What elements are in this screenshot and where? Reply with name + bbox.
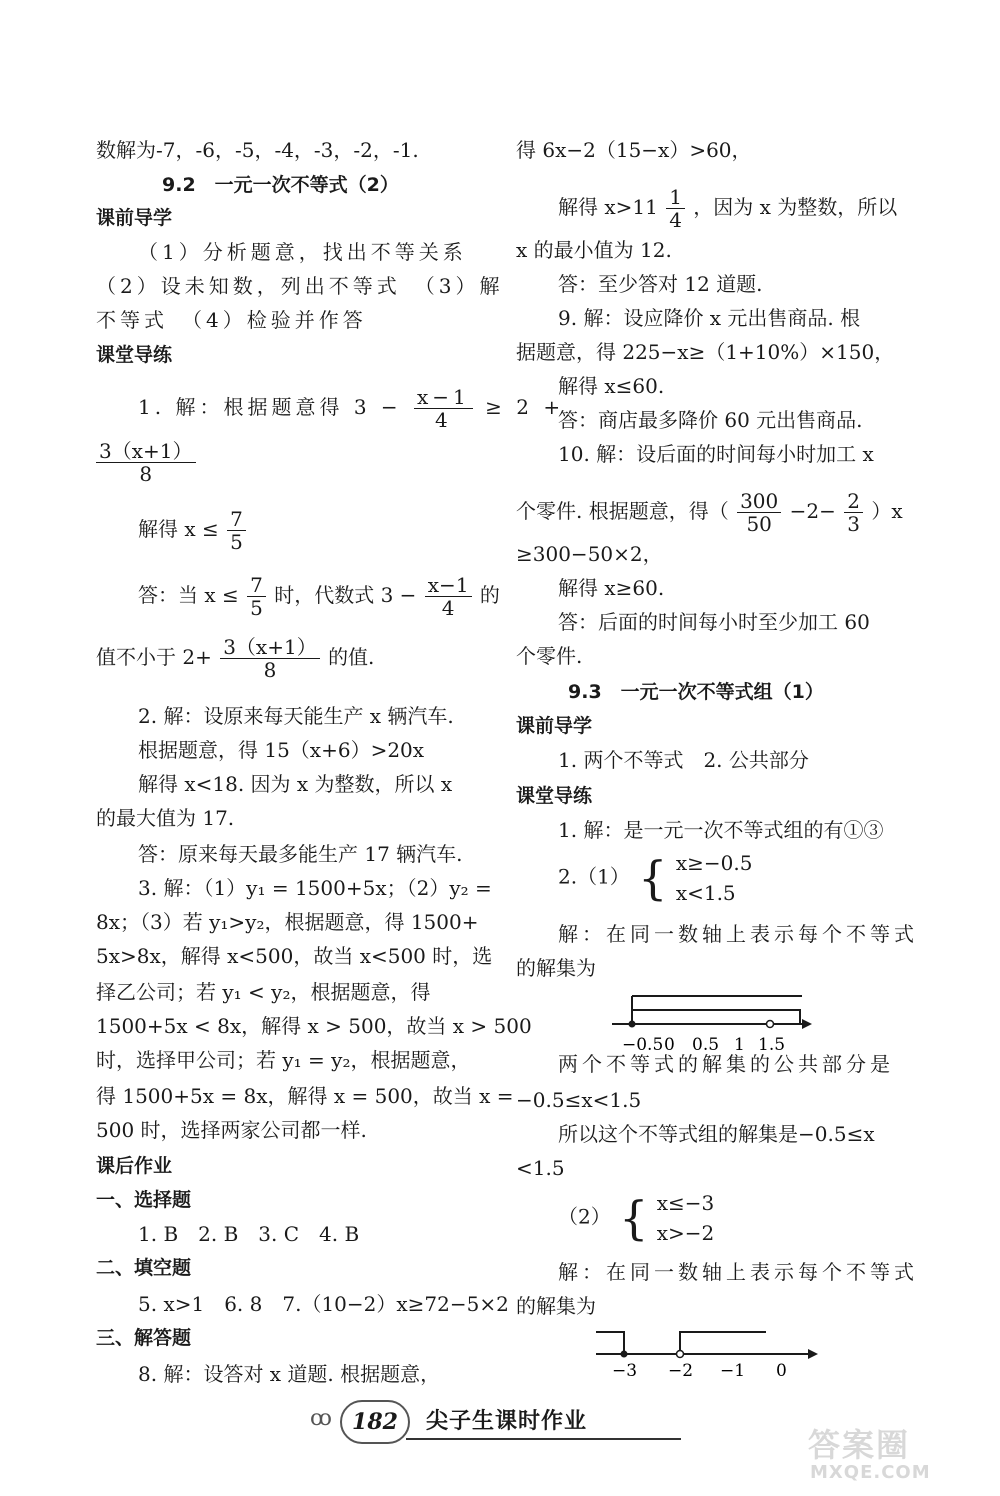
text-line: 解得 x<18. 因为 x 为整数，所以 x [138, 772, 453, 796]
watermark-text: 答案圈 [808, 1426, 911, 1464]
fraction [220, 636, 320, 681]
text-line: （1）分析题意，找出不等关系 [138, 240, 467, 264]
closed-dot [621, 1351, 628, 1358]
heading-homework: 课后作业 [96, 1155, 173, 1177]
text-line: −0.5≤x<1.5 [516, 1088, 642, 1112]
text: −2− [789, 499, 836, 523]
fraction [425, 574, 472, 619]
tick-label: 1 [734, 1035, 745, 1055]
tick-label: 0.5 [692, 1035, 720, 1055]
text-line: 解得 x≤60. [558, 374, 665, 398]
text-line: 得 6x−2（15−x）>60， [516, 138, 752, 162]
solution-line [558, 186, 897, 231]
tick-label: 1.5 [758, 1035, 786, 1055]
text-line: 8x；（3）若 y₁>y₂，根据题意，得 1500+ [96, 910, 479, 934]
solution-ray-2 [632, 1010, 800, 1024]
label: 2.（1） [558, 864, 630, 889]
text-line: （2）设未知数，列出不等式 （3）解 [96, 274, 504, 298]
numerator: 1 [666, 186, 685, 209]
text-line: 1. 两个不等式 2. 公共部分 [558, 748, 809, 772]
text-line: 的解集为 [516, 956, 596, 980]
fraction [737, 490, 781, 535]
system-lines [657, 1188, 715, 1248]
text-line: 解得 x≥60. [558, 576, 665, 600]
text-line: 2. 解：设原来每天能生产 x 辆汽车. [138, 704, 454, 728]
inequality: x≤−3 [656, 1191, 715, 1215]
numerator: x−1 [425, 574, 472, 597]
text: 时，代数式 3 − [274, 583, 417, 607]
fraction [96, 440, 196, 485]
text: 的 [479, 583, 500, 607]
text-line: 答：商店最多降价 60 元出售商品. [558, 408, 863, 432]
book-title: 尖子生课时作业 [426, 1409, 588, 1434]
text: 1. 解：根据题意得 [138, 395, 344, 419]
text-line: 不等式 （4）检验并作答 [96, 308, 367, 332]
text-line: 9. 解：设应降价 x 元出售商品. 根 [558, 306, 861, 330]
watermark-logo [800, 1420, 990, 1490]
label: （2） [558, 1204, 611, 1229]
text-line: 1. 解：是一元一次不等式组的有①③ [558, 818, 884, 842]
heading-classwork: 课堂导练 [516, 785, 593, 807]
text: 解得 x ≤ [138, 517, 219, 541]
swirl-ornament-icon: ꝏ [310, 1406, 332, 1431]
text-line: 5x>8x，解得 x<500，故当 x<500 时，选 [96, 944, 493, 968]
text-line: 3. 解：（1）y₁ = 1500+5x；（2）y₂ = [138, 876, 492, 900]
text-line: 解：在同一数轴上表示每个不等式 [558, 1260, 918, 1284]
denominator: 4 [435, 408, 452, 432]
denominator: 4 [441, 596, 455, 620]
numerator: 300 [737, 490, 781, 513]
text: ）x [871, 499, 903, 523]
section-title-9-2: 9.2 一元一次不等式（2） [162, 174, 399, 196]
text-line: 500 时，选择两家公司都一样. [96, 1118, 367, 1142]
solution-ray-2 [680, 1332, 766, 1354]
tick-label: 0 [664, 1035, 675, 1055]
solution-line [138, 508, 248, 553]
denominator: 8 [139, 462, 153, 486]
denominator: 4 [669, 208, 682, 232]
text: ，因为 x 为整数，所以 [693, 195, 898, 219]
arrow-icon [808, 1349, 818, 1359]
denominator: 5 [250, 596, 263, 620]
watermark-url: MXQE.COM [810, 1462, 931, 1483]
denominator: 50 [746, 512, 772, 536]
page-number: 182 [340, 1400, 410, 1444]
text-line: 8. 解：设答对 x 道题. 根据题意， [138, 1362, 441, 1386]
denominator: 8 [263, 658, 277, 682]
number-line-2 [596, 1322, 916, 1382]
inequality: x<1.5 [675, 881, 736, 905]
section-title-9-3: 9.3 一元一次不等式组（1） [568, 681, 824, 703]
text-line: 10. 解：设后面的时间每小时加工 x [558, 442, 874, 466]
text-line: 据题意，得 225−x≥（1+10%）×150， [516, 340, 895, 364]
fraction [227, 508, 246, 553]
heading-preview: 课前导学 [516, 715, 593, 737]
text-line: 1. B 2. B 3. C 4. B [138, 1222, 360, 1246]
closed-dot [629, 1021, 636, 1028]
text-line: 得 1500+5x = 8x，解得 x = 500，故当 x = [96, 1084, 514, 1108]
tick-label: −2 [668, 1361, 694, 1381]
text-line: 数解为-7，-6，-5，-4，-3，-2，-1. [96, 138, 419, 162]
system-2 [558, 1188, 714, 1248]
system-lines [676, 848, 753, 908]
open-dot [677, 1351, 684, 1358]
brace-icon: { [619, 1191, 649, 1245]
fraction [844, 490, 863, 535]
heading-fill: 二、填空题 [96, 1257, 192, 1279]
text: 3 − [353, 395, 402, 419]
heading-classwork: 课堂导练 [96, 344, 173, 366]
text-line: 时，选择甲公司；若 y₁ = y₂，根据题意， [96, 1048, 471, 1072]
equation-line [516, 490, 903, 535]
numerator: 7 [227, 508, 246, 531]
fraction [666, 186, 685, 231]
fraction-line [96, 440, 196, 485]
text-line: 的解集为 [516, 1294, 596, 1318]
brace-icon: { [638, 851, 668, 905]
text: 答：当 x ≤ [138, 583, 239, 607]
system-1 [558, 848, 752, 908]
answer-line [138, 574, 500, 619]
text: 个零件. 根据题意，得（ [516, 499, 729, 523]
open-dot [767, 1021, 774, 1028]
text-line: 解：在同一数轴上表示每个不等式 [558, 922, 918, 946]
text-line: 两个不等式的解集的公共部分是 [558, 1052, 894, 1076]
fraction [247, 574, 266, 619]
tick-label: −1 [720, 1361, 746, 1381]
text-line: 择乙公司；若 y₁ < y₂，根据题意，得 [96, 980, 431, 1004]
numerator: x−1 [414, 386, 473, 409]
text: 解得 x>11 [558, 195, 658, 219]
fraction [414, 386, 473, 431]
text-line: 答：至少答对 12 道题. [558, 272, 763, 296]
footer-rule [406, 1438, 681, 1440]
inequality: x≥−0.5 [675, 851, 753, 875]
heading-preview: 课前导学 [96, 207, 173, 229]
arrow-icon [802, 1019, 812, 1029]
text: 的值. [328, 645, 375, 669]
text: ≥ 2 + [485, 395, 565, 419]
denominator: 5 [230, 530, 243, 554]
text-line: 个零件. [516, 644, 583, 668]
page-footer [310, 1398, 690, 1448]
text-line: 1500+5x < 8x，解得 x > 500，故当 x > 500 [96, 1014, 532, 1038]
numerator: 3（x+1） [220, 636, 320, 659]
text-line: <1.5 [516, 1156, 565, 1180]
problem-1-line [138, 386, 564, 431]
text-line: 所以这个不等式组的解集是−0.5≤x [558, 1122, 875, 1146]
denominator: 3 [847, 512, 860, 536]
tick-label: 0 [776, 1361, 787, 1381]
text-line: 根据题意，得 15（x+6）>20x [138, 738, 425, 762]
numerator: 2 [844, 490, 863, 513]
tick-label: −0.5 [622, 1035, 664, 1055]
text-line: x 的最小值为 12. [516, 238, 672, 262]
text-line: 答：原来每天最多能生产 17 辆汽车. [138, 842, 463, 866]
number-line-1 [612, 984, 912, 1060]
text-line: 答：后面的时间每小时至少加工 60 [558, 610, 870, 634]
tick-label: −3 [612, 1361, 638, 1381]
text: 值不小于 2+ [96, 645, 212, 669]
text-line: 5. x>1 6. 8 7.（10−2）x≥72−5×2 [138, 1292, 509, 1316]
answer-line [96, 636, 374, 681]
text-line: 的最大值为 17. [96, 806, 235, 830]
heading-choice: 一、选择题 [96, 1189, 192, 1211]
text-line: ≥300−50×2， [516, 542, 663, 566]
numerator: 7 [247, 574, 266, 597]
numerator: 3（x+1） [96, 440, 196, 463]
heading-answer: 三、解答题 [96, 1327, 192, 1349]
solution-ray-1 [596, 1332, 624, 1354]
inequality: x>−2 [656, 1221, 715, 1245]
